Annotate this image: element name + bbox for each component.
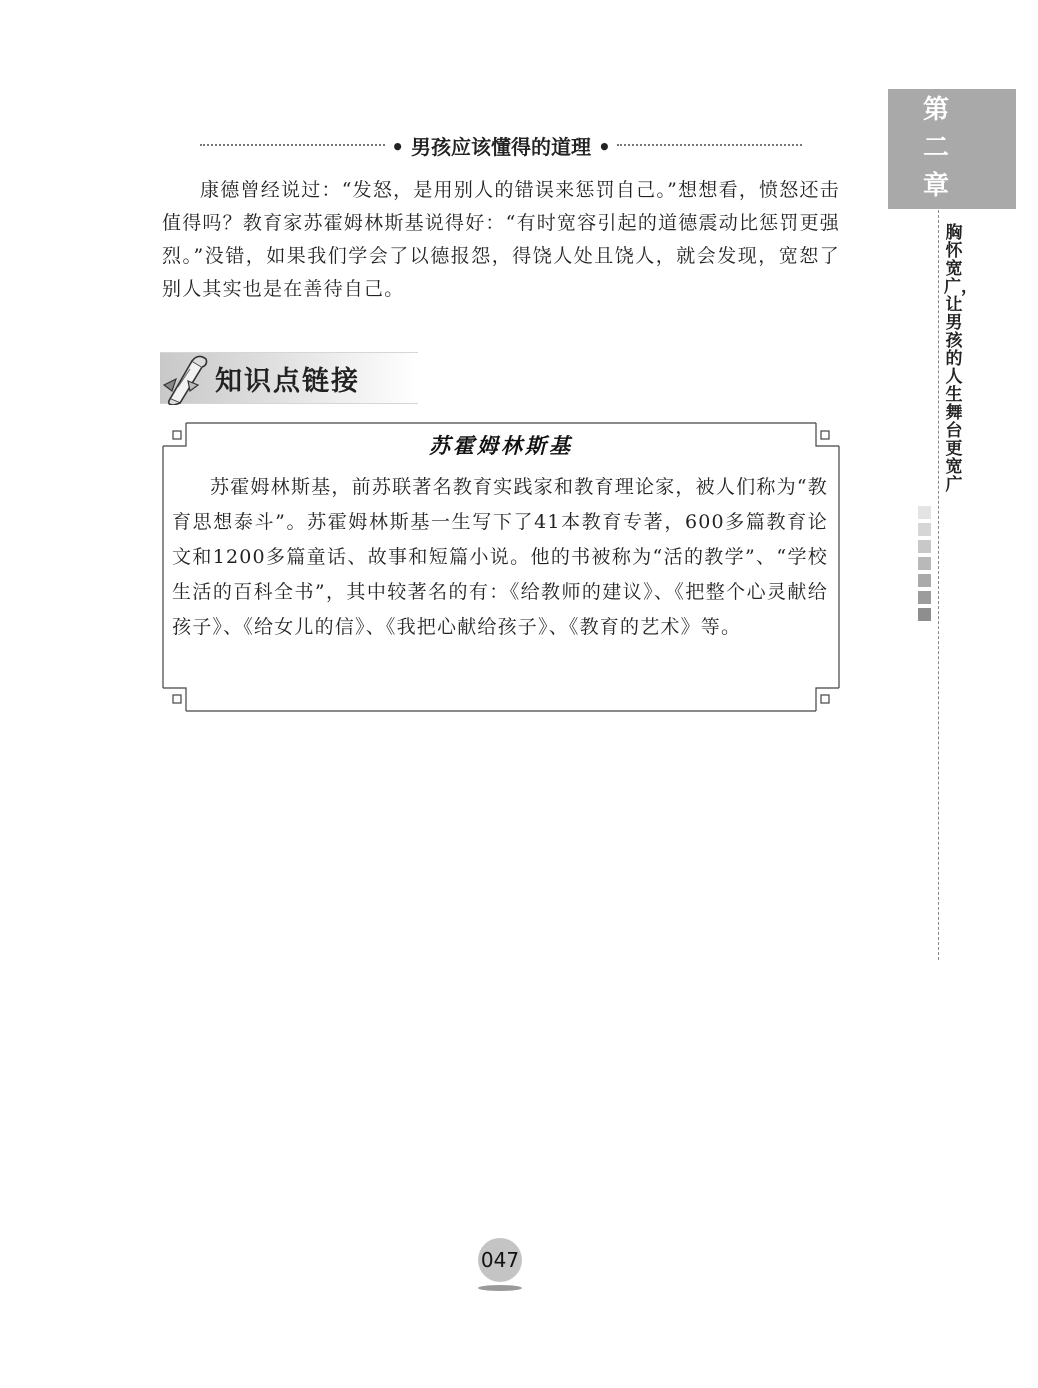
sidebar-chapter-title: 胸怀宽广，让男孩的人生舞台更宽广	[944, 223, 978, 495]
page-number-shadow	[478, 1285, 522, 1291]
info-box	[162, 422, 840, 712]
sidebar-square	[918, 591, 931, 604]
sidebar-square	[918, 540, 931, 553]
sidebar-squares	[918, 506, 932, 625]
scroll-icon	[162, 351, 212, 405]
intro-paragraph: 康德曾经说过：“发怒，是用别人的错误来惩罚自己。”想想看，愤怒还击值得吗？教育家苏霍姆林斯基说得好：“有时宽容引起的道德震动比惩罚更强烈。”没错，如果我们学会了以德报怨，得饶人处且饶人，就会发现，宽恕了别人其实也是在善待自己。	[162, 179, 840, 300]
chapter-tab	[888, 89, 1016, 209]
running-title: • 男孩应该懂得的道理 •	[391, 134, 611, 159]
running-header	[200, 128, 802, 162]
info-box-title: 苏霍姆林斯基	[429, 433, 573, 458]
sidebar-square	[918, 608, 931, 621]
section-banner	[160, 352, 418, 404]
sidebar-square	[918, 557, 931, 570]
chapter-label: 第二章	[922, 95, 949, 201]
section-label: 知识点链接	[215, 366, 360, 397]
page-number: 047	[478, 1238, 522, 1282]
info-box-body: 苏霍姆林斯基，前苏联著名教育实践家和教育理论家，被人们称为“教育思想泰斗”。苏霍姆林斯基一生写下了41本教育专著，600多篇教育论文和1200多篇童话、故事和短篇小说。他的书被称为“活的教学”、“学校生活的百科全书”，其中较著名的有：《给教师的建议》、《把整个心灵献给孩子》、《给女儿的信》、《我把心献给孩子》、《教育的艺术》等。	[172, 476, 828, 638]
sidebar-square	[918, 506, 931, 519]
sidebar-square	[918, 523, 931, 536]
header-dots-right	[617, 144, 802, 146]
header-dots-left	[200, 144, 385, 146]
sidebar-square	[918, 574, 931, 587]
sidebar-dashed-line	[938, 210, 939, 960]
